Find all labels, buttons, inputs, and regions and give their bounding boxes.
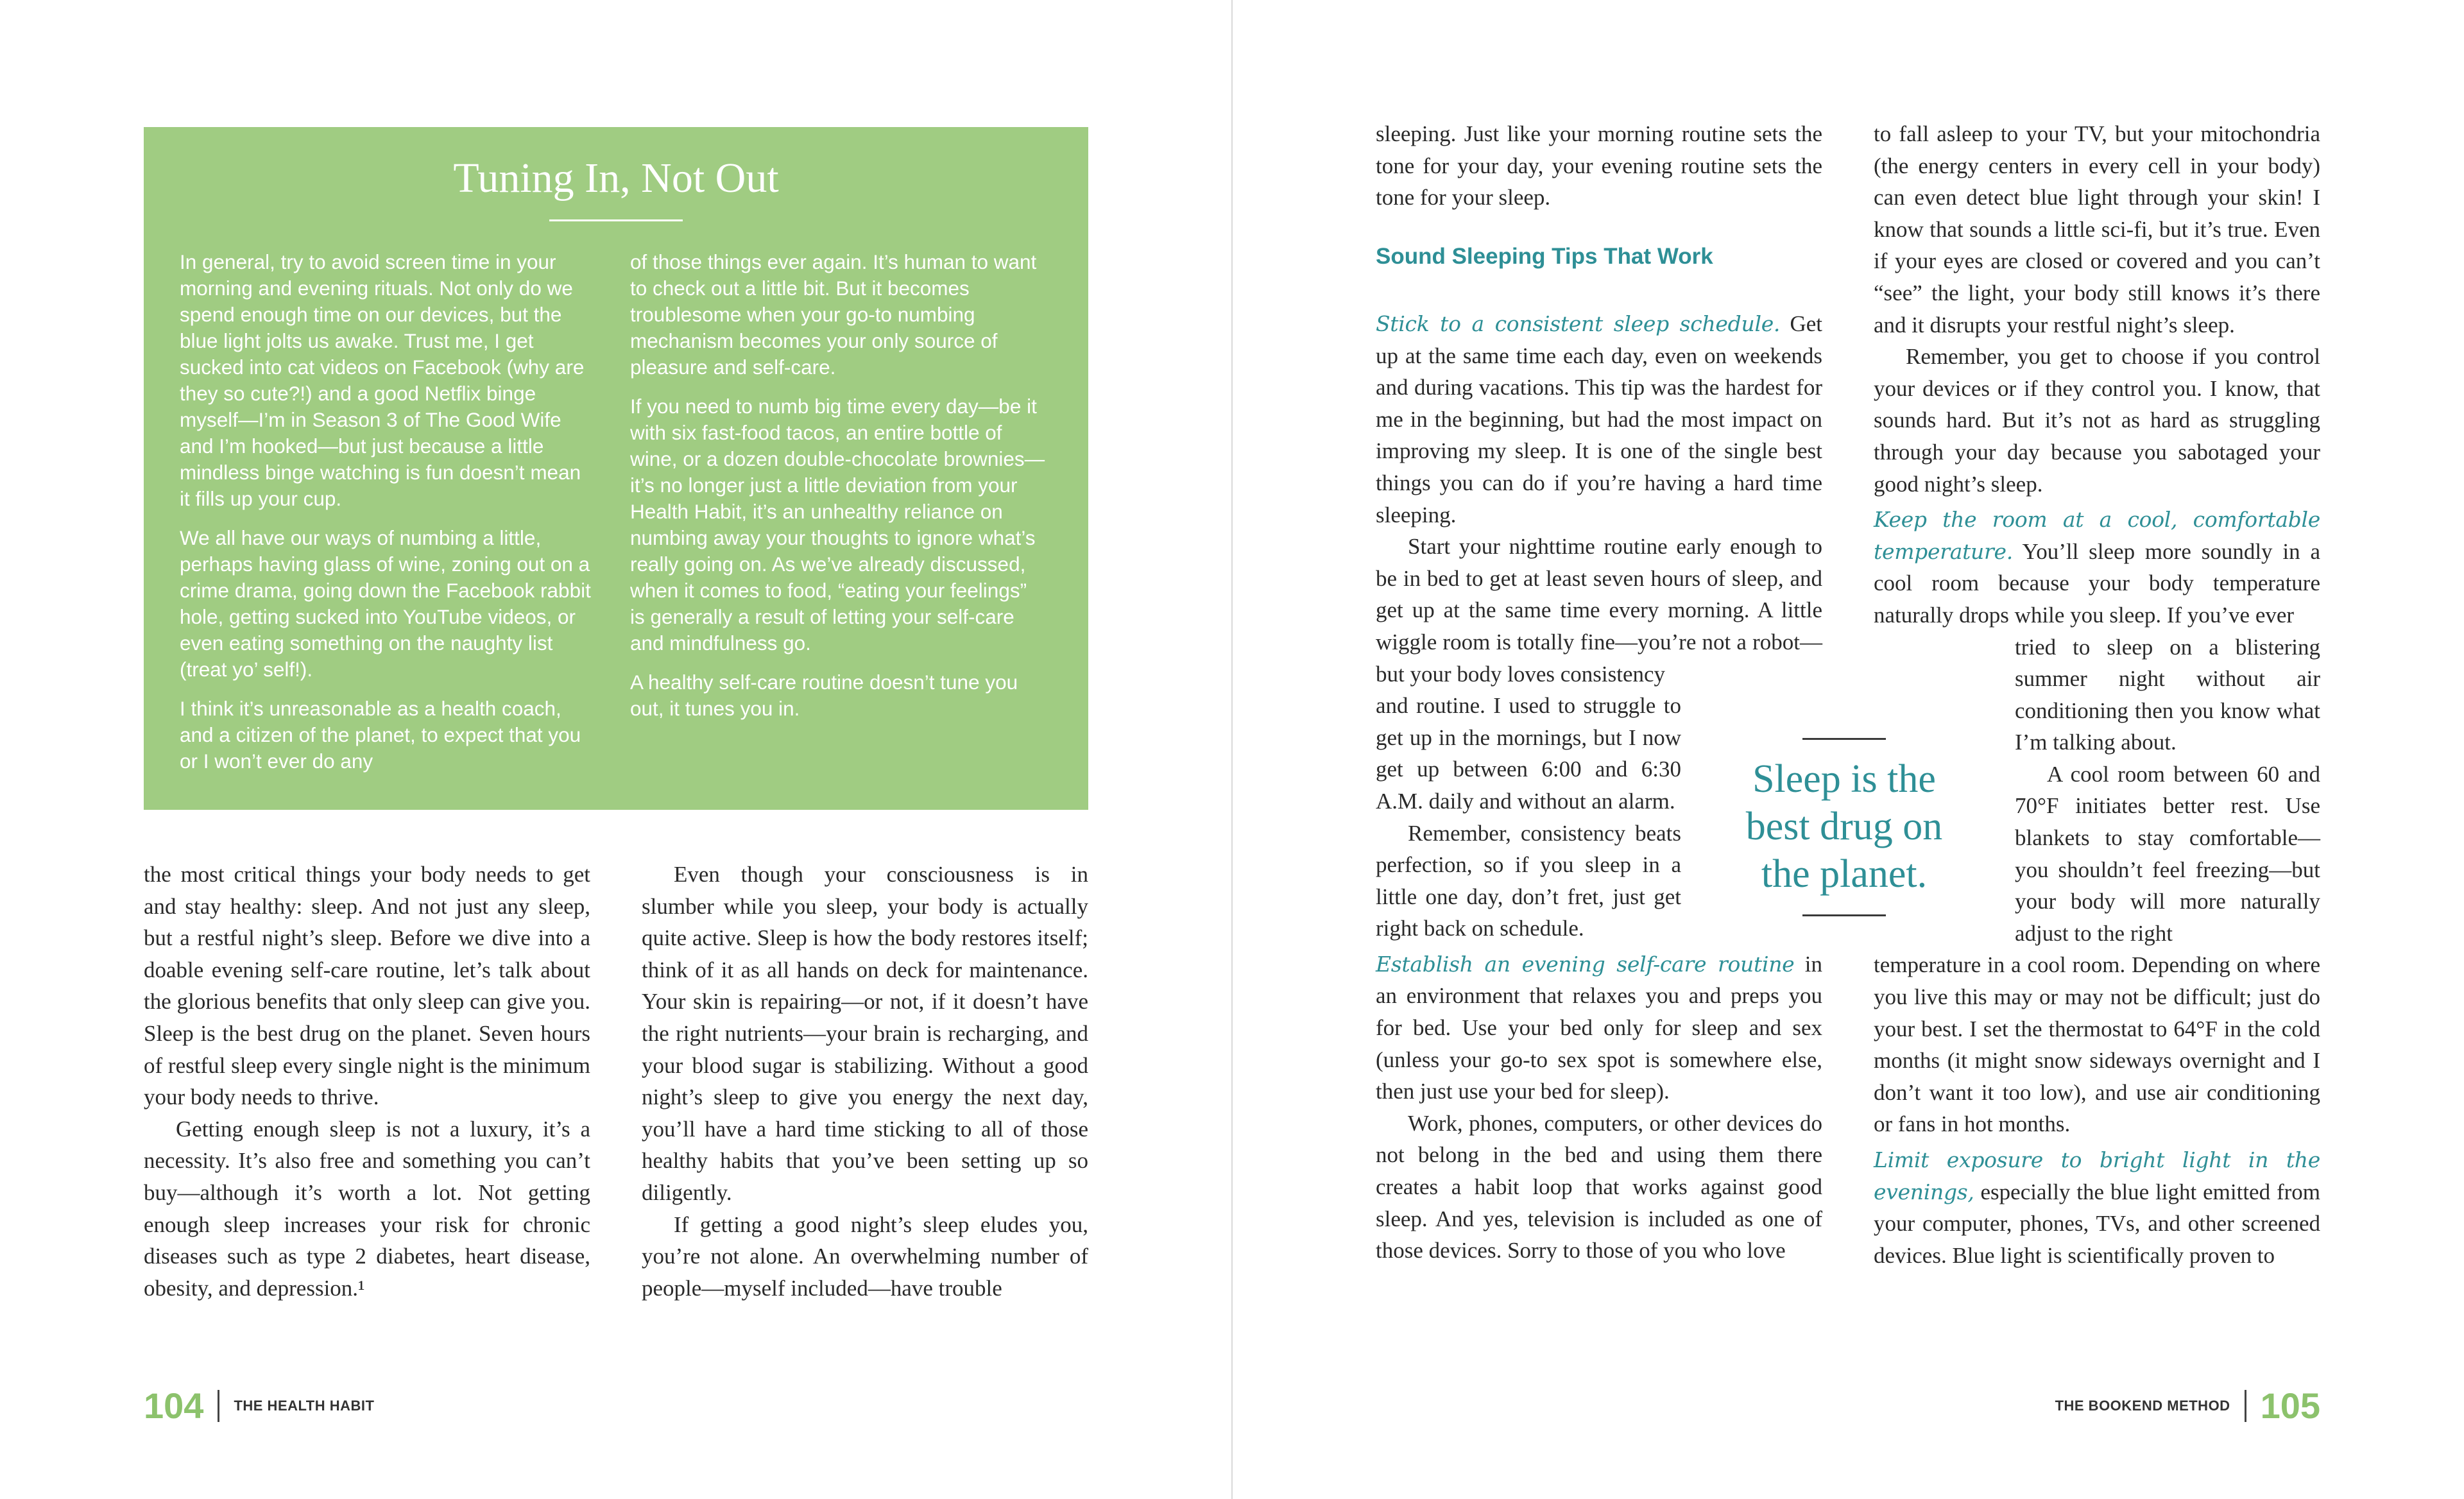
body-paragraph: sleeping. Just like your morning routine sets the tone for your day, your evening routine sets the tone for your sleep. bbox=[1376, 121, 1822, 210]
right-page-column-2 bbox=[1874, 118, 2320, 1271]
right-folio bbox=[2055, 1385, 2320, 1426]
tip-text: You’ll sleep more soundly in a cool room because your body temperature naturally drops while you sleep. If you’ve ever bbox=[1874, 538, 2320, 628]
sidebar-paragraph: We all have our ways of numbing a little, perhaps having glass of wine, zoning out on a crime drama, going down the Facebook rabbit hole, getting sucked into YouTube videos, or even eating something on the naughty list (treat yo’ self!). bbox=[180, 526, 591, 681]
wrap-around-pull-quote bbox=[2015, 631, 2320, 950]
page-number: 104 bbox=[144, 1385, 204, 1426]
body-paragraph: Even though your consciousness is in slumber while you sleep, your body is actually quite active. Sleep is how the body restores itself; think of it as all hands on deck for maintenance. Your skin is repairing—or not, if it doesn’t have the right nutrients—your brain is recharging, and your blood sugar is stabilizing. Without a good night’s sleep to give you energy the next day, you’ll have a hard time sticking to all of those healthy habits that you’ve been setting up so diligently. bbox=[642, 862, 1088, 1205]
sidebar-paragraph: In general, try to avoid screen time in your morning and evening rituals. Not only do we spend enough time on our devices, but the blue light jolts us awake. Trust me, I get sucked into cat videos on Facebook (why are they so cute?!) and a good Netflix binge myself—I’m in Season 3 of The Good Wife and I’m hooked—but just because a little mindless binge watching is fun doesn’t mean it fills up your cup. bbox=[180, 250, 585, 510]
page-number: 105 bbox=[2260, 1385, 2320, 1426]
body-paragraph: to fall asleep to your TV, but your mitochondria (the energy centers in every cell in your body) can even detect blue light through your skin! I know that sounds a little sci-fi, but it’s true. Even if your eyes are closed or covered and you can’t “see” the light, your body still knows it’s there and it disrupts your restful night’s sleep. bbox=[1874, 121, 2320, 338]
tip-text: especially the blue light emitted from your computer, phones, TVs, and other screened devices. Blue light is scientifically proven to bbox=[1874, 1179, 2320, 1268]
wrap-around-pull-quote bbox=[1376, 690, 1681, 945]
left-page bbox=[0, 0, 1231, 1499]
sidebar-left-column bbox=[180, 249, 595, 787]
pull-quote-text: Sleep is the best drug on the planet. bbox=[1745, 757, 1943, 896]
body-paragraph: and routine. I used to struggle to get up in the mornings, but I now get up between 6:00 and 6:30 A.M. daily and without an alarm. bbox=[1376, 693, 1681, 814]
sidebar-title-rule bbox=[549, 219, 683, 221]
left-page-column-2 bbox=[642, 859, 1088, 1304]
running-head: THE BOOKEND METHOD bbox=[2055, 1397, 2230, 1414]
body-paragraph: Remember, consistency beats perfection, so if you sleep in a little one day, don’t fret, just get right back on schedule. bbox=[1376, 820, 1681, 941]
sidebar-paragraph: of those things ever again. It’s human to want to check out a little bit. But it becomes troublesome when your go-to numbing mechanism becomes your only source of pleasure and self-care. bbox=[630, 250, 1037, 379]
left-page-column-1 bbox=[144, 859, 590, 1304]
body-paragraph: Start your nighttime routine early enough to be in bed to get at least seven hours of sleep, and get up at the same time every morning. A little wiggle room is totally fine—you’re not a robot—but your body loves consistency bbox=[1376, 534, 1822, 687]
sidebar-right-column bbox=[630, 249, 1046, 735]
sidebar-paragraph: I think it’s unreasonable as a health coach, and a citizen of the planet, to expect that you or I won’t ever do any bbox=[180, 697, 581, 773]
body-paragraph: If getting a good night’s sleep eludes you, you’re not alone. An overwhelming number of people—myself included—have trouble bbox=[642, 1212, 1088, 1301]
body-paragraph: temperature in a cool room. Depending on where you live this may or may not be difficult; just do your best. I set the thermostat to 64°F in the cold months (it might snow sideways overnight and I don’t want it too low), and use air conditioning or fans in hot months. bbox=[1874, 952, 2320, 1137]
body-paragraph: the most critical things your body needs to get and stay healthy: sleep. And not just any sleep, but a restful night’s sleep. Before we dive into a doable evening self-care routine, let’s talk about the glorious benefits that only sleep can give you. Sleep is the best drug on the planet. Seven hours of restful sleep every single night is the minimum your body needs to thrive. bbox=[144, 862, 590, 1110]
sidebar-paragraph: If you need to numb big time every day—be it with six fast-food tacos, an entire bottle of wine, or a dozen double-chocolate brownies—it’s no longer just a little deviation from your Health Habit, it’s an unhealthy reliance on numbing away your thoughts to ignore what’s really going on. As we’ve already discussed, when it comes to food, “eating your feelings” is generally a result of letting your self-care and mindfulness go. bbox=[630, 395, 1045, 655]
tip-lead: Keep the room at a cool, comfortable temperature. bbox=[1874, 507, 2320, 564]
tip-paragraph bbox=[1376, 948, 1822, 1108]
body-paragraph: Getting enough sleep is not a luxury, it’s a necessity. It’s also free and something you can’t buy—although it’s worth a lot. Not getting enough sleep increases your risk for chronic diseases such as type 2 diabetes, heart disease, obesity, and depression.¹ bbox=[144, 1116, 590, 1301]
folio-divider bbox=[218, 1390, 219, 1422]
running-head: THE HEALTH HABIT bbox=[234, 1397, 375, 1414]
tip-lead: Limit exposure to bright light in the evenings, bbox=[1874, 1147, 2320, 1204]
tip-paragraph bbox=[1376, 308, 1822, 531]
tip-text: Get up at the same time each day, even on weekends and during vacations. This tip was the hardest for me in the beginning, but had the most impact on improving my sleep. It is one of the single best things you can do if you’re having a hard time sleeping. bbox=[1376, 311, 1822, 527]
tip-lead: Establish an evening self-care routine bbox=[1376, 951, 1795, 977]
sidebar-paragraph: A healthy self-care routine doesn’t tune you out, it tunes you in. bbox=[630, 671, 1018, 720]
sidebar-box bbox=[144, 127, 1088, 810]
body-paragraph: tried to sleep on a blistering summer night without air conditioning then you know what I’m talking about. bbox=[2015, 634, 2320, 755]
tip-paragraph bbox=[1874, 1144, 2320, 1271]
tip-lead: Stick to a consistent sleep schedule. bbox=[1376, 311, 1781, 336]
tip-text: in an environment that relaxes you and preps you for bed. Use your bed only for sleep and sex (unless your go-to sex spot is somewhere else, then just use your bed for sleep). bbox=[1376, 951, 1823, 1104]
body-paragraph: Work, phones, computers, or other devices do not belong in the bed and using them there creates a habit loop that works against good sleep. And yes, television is included as one of those devices. Sorry to those of you who love bbox=[1376, 1110, 1822, 1263]
folio-divider bbox=[2245, 1390, 2246, 1422]
right-page-column-1-intro bbox=[1376, 118, 1822, 214]
tip-paragraph bbox=[1874, 504, 2320, 631]
section-subhead: Sound Sleeping Tips That Work bbox=[1376, 244, 1713, 269]
left-folio bbox=[144, 1385, 374, 1426]
body-paragraph: A cool room between 60 and 70°F initiates better rest. Use blankets to stay comfortable—you shouldn’t feel freezing—but your body will more naturally adjust to the right bbox=[2015, 761, 2320, 946]
sidebar-title: Tuning In, Not Out bbox=[453, 155, 779, 201]
body-paragraph: Remember, you get to choose if you control your devices or if they control you. I know, that sounds hard. But it’s not as hard as struggling through your day because you sabotaged your good night’s sleep. bbox=[1874, 344, 2320, 497]
